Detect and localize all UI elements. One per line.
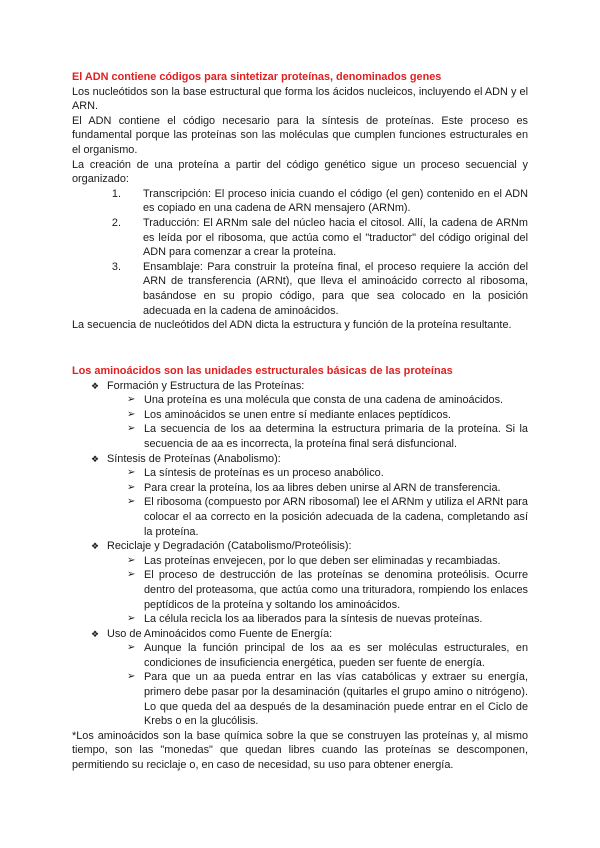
topic-item bbox=[72, 452, 528, 540]
list-item: ➢ La secuencia de los aa determina la estructura primaria de la proteína. Si la secuencia de aa es incorrecta, la proteína final será disfuncional. bbox=[127, 423, 528, 450]
topic-title: Reciclaje y Degradación (Catabolismo/Proteólisis): bbox=[107, 540, 352, 553]
list-item: ➢ Una proteína es una molécula que consta de una cadena de aminoácidos. bbox=[127, 394, 504, 407]
list-item bbox=[72, 216, 528, 260]
sub-list bbox=[72, 554, 528, 627]
arrow-bullet-icon: ➢ bbox=[127, 408, 136, 420]
step-number: 3. bbox=[111, 260, 121, 273]
section-heading: El ADN contiene códigos para sintetizar proteínas, denominados genes bbox=[72, 71, 442, 83]
list-item: ➢ El ribosoma (compuesto por ARN ribosomal) lee el ARNm y utiliza el ARNt para colocar el aa correcto en la posición adecuada de la cadena, completando así la proteína. bbox=[127, 496, 528, 538]
paragraph: El ADN contiene el código necesario para la síntesis de proteínas. Este proceso es fundamental porque las proteínas son las moléculas que cumplen funciones estructurales en el organismo. bbox=[72, 114, 528, 156]
list-item: ➢ El proceso de destrucción de las proteínas se denomina proteólisis. Ocurre dentro del proteasoma, que actúa como una trituradora, rompiendo los enlaces peptídicos de la proteína y soltando los aminoácidos. bbox=[127, 569, 528, 611]
step-number: 2. bbox=[111, 216, 121, 229]
diamond-bullet-icon: ❖ bbox=[91, 628, 100, 639]
list-item: ➢ Para crear la proteína, los aa libres deben unirse al ARN de transferencia. bbox=[127, 481, 501, 494]
step-text: Transcripción: El proceso inicia cuando el código (el gen) contenido en el ADN es copiado en una cadena de ARN mensajero (ARNm). bbox=[143, 187, 528, 215]
paragraph: La creación de una proteína a partir del código genético sigue un proceso secuencial y organizado: bbox=[72, 158, 528, 186]
step-text: Traducción: El ARNm sale del núcleo hacia el citosol. Allí, la cadena de ARNm es leída por el ribosoma, que actúa como el "traductor" del código original del ADN para comenzar a crear la proteína. bbox=[143, 216, 528, 259]
paragraph: Los nucleótidos son la base estructural que forma los ácidos nucleicos, incluyendo el ADN y el ARN. bbox=[72, 85, 528, 113]
topic-item bbox=[72, 379, 528, 452]
arrow-bullet-icon: ➢ bbox=[127, 671, 136, 683]
footnote: *Los aminoácidos son la base química sobre la que se construyen las proteínas y, al mismo tiempo, son las "monedas" que quedan libres cuando las proteínas se descomponen, permitiendo su reciclaje o, en caso de necesidad, su uso para obtener energía. bbox=[72, 729, 528, 772]
arrow-bullet-icon: ➢ bbox=[127, 613, 136, 625]
topic-title: Formación y Estructura de las Proteínas: bbox=[107, 379, 305, 392]
numbered-steps bbox=[72, 187, 528, 318]
arrow-bullet-icon: ➢ bbox=[127, 496, 136, 508]
step-text: Ensamblaje: Para construir la proteína final, el proceso requiere la acción del ARN de transferencia (ARNt), que lleva el aminoácido correcto al ribosoma, basándose en su propio código, para que sea colocado en la posición adecuada en la cadena de aminoácidos. bbox=[143, 260, 528, 317]
list-item: ➢ Las proteínas envejecen, por lo que deben ser eliminadas y recambiadas. bbox=[127, 554, 501, 567]
list-item: ➢ La célula recicla los aa liberados para la síntesis de nuevas proteínas. bbox=[127, 613, 483, 626]
section-adn bbox=[72, 70, 528, 333]
diamond-bullet-icon: ❖ bbox=[91, 453, 100, 464]
sub-list bbox=[72, 641, 528, 729]
list-item bbox=[72, 260, 528, 318]
arrow-bullet-icon: ➢ bbox=[127, 569, 136, 581]
arrow-bullet-icon: ➢ bbox=[127, 394, 136, 406]
list-item: ➢ Aunque la función principal de los aa es ser moléculas estructurales, en condiciones de insuficiencia energética, pueden ser fuente de energía. bbox=[127, 642, 528, 669]
topic-title: Uso de Aminoácidos como Fuente de Energía: bbox=[107, 627, 333, 640]
arrow-bullet-icon: ➢ bbox=[127, 423, 136, 435]
topic-title: Síntesis de Proteínas (Anabolismo): bbox=[107, 452, 281, 465]
arrow-bullet-icon: ➢ bbox=[127, 554, 136, 566]
list-item: ➢ Los aminoácidos se unen entre sí mediante enlaces peptídicos. bbox=[127, 408, 451, 421]
topic-item bbox=[72, 539, 528, 627]
arrow-bullet-icon: ➢ bbox=[127, 481, 136, 493]
list-item bbox=[72, 187, 528, 216]
topic-list bbox=[72, 379, 528, 729]
step-number: 1. bbox=[111, 187, 121, 200]
topic-item bbox=[72, 627, 528, 729]
list-item: ➢ Para que un aa pueda entrar en las vías catabólicas y extraer su energía, primero debe pasar por la desaminación (quitarles el grupo amino o nitrógeno). Lo que queda del aa después de la desaminación puede entrar en el Ciclo de Krebs o en la glucólisis. bbox=[127, 671, 528, 728]
arrow-bullet-icon: ➢ bbox=[127, 642, 136, 654]
section-aminoacidos bbox=[72, 364, 528, 773]
closing-paragraph: La secuencia de nucleótidos del ADN dicta la estructura y función de la proteína resultante. bbox=[72, 319, 512, 332]
list-item: ➢ La síntesis de proteínas es un proceso anabólico. bbox=[127, 467, 384, 480]
diamond-bullet-icon: ❖ bbox=[91, 541, 100, 552]
diamond-bullet-icon: ❖ bbox=[91, 380, 100, 391]
arrow-bullet-icon: ➢ bbox=[127, 467, 136, 479]
sub-list bbox=[72, 393, 528, 451]
section-heading: Los aminoácidos son las unidades estructurales básicas de las proteínas bbox=[72, 365, 453, 377]
sub-list bbox=[72, 466, 528, 539]
